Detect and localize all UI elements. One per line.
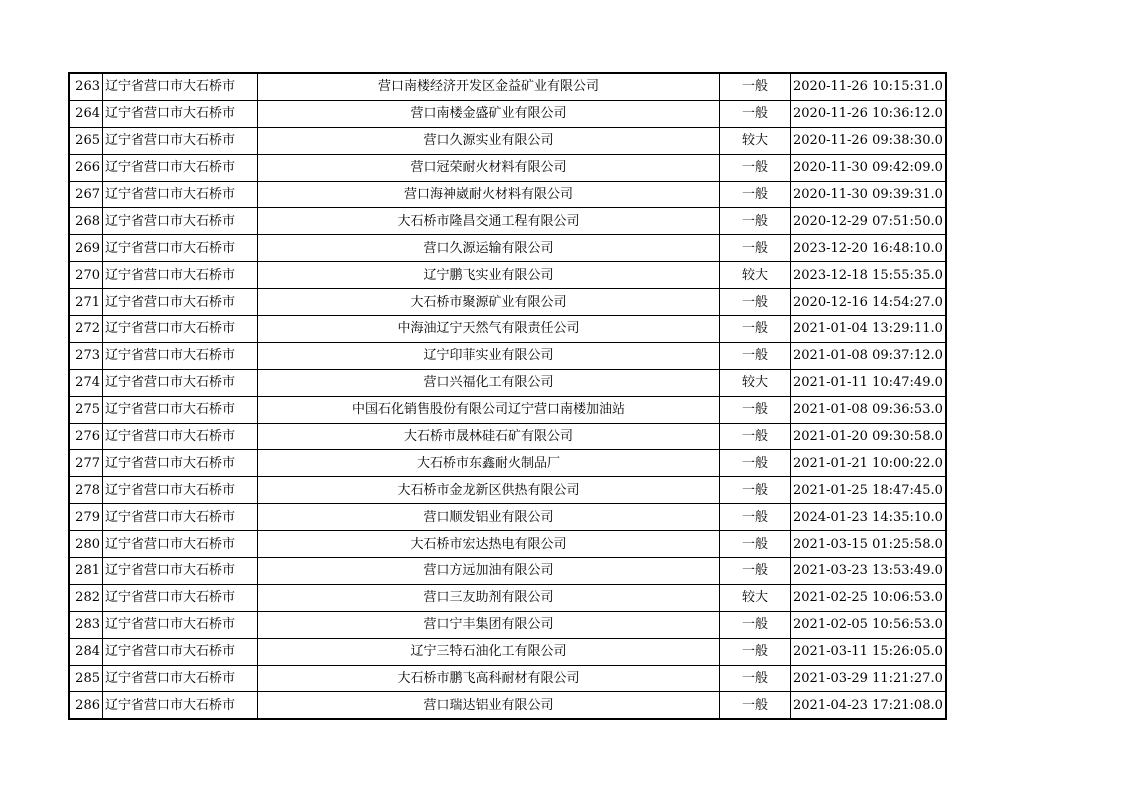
table-row	[69, 73, 946, 100]
region-cell: 辽宁省营口市大石桥市	[103, 611, 258, 638]
row-number: 271	[69, 289, 103, 316]
table-body	[69, 73, 946, 719]
table-row	[69, 665, 946, 692]
row-number: 270	[69, 262, 103, 289]
risk-level-cell: 一般	[720, 342, 791, 369]
risk-level-cell: 较大	[720, 584, 791, 611]
company-name-cell: 辽宁三特石油化工有限公司	[258, 638, 720, 665]
row-number: 283	[69, 611, 103, 638]
region-cell: 辽宁省营口市大石桥市	[103, 423, 258, 450]
row-number: 281	[69, 558, 103, 585]
company-name-cell: 营口三友助剂有限公司	[258, 584, 720, 611]
region-cell: 辽宁省营口市大石桥市	[103, 450, 258, 477]
timestamp-cell: 2021-04-23 17:21:08.0	[791, 692, 946, 719]
region-cell: 辽宁省营口市大石桥市	[103, 665, 258, 692]
region-cell: 辽宁省营口市大石桥市	[103, 289, 258, 316]
region-cell: 辽宁省营口市大石桥市	[103, 181, 258, 208]
risk-level-cell: 一般	[720, 531, 791, 558]
row-number: 265	[69, 127, 103, 154]
row-number: 285	[69, 665, 103, 692]
row-number: 264	[69, 100, 103, 127]
row-number: 269	[69, 235, 103, 262]
company-name-cell: 营口宁丰集团有限公司	[258, 611, 720, 638]
row-number: 263	[69, 73, 103, 100]
table-row	[69, 289, 946, 316]
company-name-cell: 大石桥市隆昌交通工程有限公司	[258, 208, 720, 235]
company-name-cell: 大石桥市金龙新区供热有限公司	[258, 477, 720, 504]
timestamp-cell: 2020-12-16 14:54:27.0	[791, 289, 946, 316]
timestamp-cell: 2021-01-08 09:37:12.0	[791, 342, 946, 369]
table-row	[69, 638, 946, 665]
company-name-cell: 辽宁鹏飞实业有限公司	[258, 262, 720, 289]
risk-level-cell: 一般	[720, 611, 791, 638]
timestamp-cell: 2020-11-26 10:15:31.0	[791, 73, 946, 100]
table-row	[69, 342, 946, 369]
timestamp-cell: 2021-03-29 11:21:27.0	[791, 665, 946, 692]
table-row	[69, 369, 946, 396]
risk-level-cell: 一般	[720, 396, 791, 423]
row-number: 282	[69, 584, 103, 611]
company-name-cell: 营口冠荣耐火材料有限公司	[258, 154, 720, 181]
region-cell: 辽宁省营口市大石桥市	[103, 477, 258, 504]
timestamp-cell: 2020-11-26 09:38:30.0	[791, 127, 946, 154]
timestamp-cell: 2021-01-08 09:36:53.0	[791, 396, 946, 423]
region-cell: 辽宁省营口市大石桥市	[103, 154, 258, 181]
region-cell: 辽宁省营口市大石桥市	[103, 262, 258, 289]
company-name-cell: 大石桥市鹏飞高科耐材有限公司	[258, 665, 720, 692]
risk-level-cell: 一般	[720, 73, 791, 100]
timestamp-cell: 2021-03-15 01:25:58.0	[791, 531, 946, 558]
company-name-cell: 营口南楼金盛矿业有限公司	[258, 100, 720, 127]
row-number: 274	[69, 369, 103, 396]
risk-level-cell: 较大	[720, 369, 791, 396]
table-row	[69, 558, 946, 585]
table-row	[69, 154, 946, 181]
table-row	[69, 100, 946, 127]
risk-level-cell: 较大	[720, 127, 791, 154]
risk-level-cell: 一般	[720, 181, 791, 208]
timestamp-cell: 2020-11-30 09:42:09.0	[791, 154, 946, 181]
company-name-cell: 营口久源运输有限公司	[258, 235, 720, 262]
risk-level-cell: 一般	[720, 316, 791, 343]
timestamp-cell: 2021-01-25 18:47:45.0	[791, 477, 946, 504]
region-cell: 辽宁省营口市大石桥市	[103, 127, 258, 154]
region-cell: 辽宁省营口市大石桥市	[103, 504, 258, 531]
timestamp-cell: 2021-01-04 13:29:11.0	[791, 316, 946, 343]
risk-level-cell: 一般	[720, 100, 791, 127]
row-number: 278	[69, 477, 103, 504]
company-name-cell: 大石桥市东鑫耐火制品厂	[258, 450, 720, 477]
timestamp-cell: 2024-01-23 14:35:10.0	[791, 504, 946, 531]
region-cell: 辽宁省营口市大石桥市	[103, 316, 258, 343]
region-cell: 辽宁省营口市大石桥市	[103, 584, 258, 611]
row-number: 284	[69, 638, 103, 665]
timestamp-cell: 2020-11-26 10:36:12.0	[791, 100, 946, 127]
company-name-cell: 营口顺发铝业有限公司	[258, 504, 720, 531]
risk-level-cell: 一般	[720, 154, 791, 181]
risk-level-cell: 一般	[720, 638, 791, 665]
timestamp-cell: 2020-11-30 09:39:31.0	[791, 181, 946, 208]
row-number: 273	[69, 342, 103, 369]
table-row	[69, 504, 946, 531]
region-cell: 辽宁省营口市大石桥市	[103, 558, 258, 585]
table-row	[69, 450, 946, 477]
timestamp-cell: 2021-01-20 09:30:58.0	[791, 423, 946, 450]
table-row	[69, 423, 946, 450]
table-row	[69, 477, 946, 504]
risk-level-cell: 一般	[720, 235, 791, 262]
risk-level-cell: 较大	[720, 262, 791, 289]
timestamp-cell: 2023-12-18 15:55:35.0	[791, 262, 946, 289]
row-number: 276	[69, 423, 103, 450]
region-cell: 辽宁省营口市大石桥市	[103, 638, 258, 665]
region-cell: 辽宁省营口市大石桥市	[103, 396, 258, 423]
region-cell: 辽宁省营口市大石桥市	[103, 342, 258, 369]
row-number: 277	[69, 450, 103, 477]
row-number: 286	[69, 692, 103, 719]
table-row	[69, 316, 946, 343]
risk-level-cell: 一般	[720, 208, 791, 235]
timestamp-cell: 2021-01-11 10:47:49.0	[791, 369, 946, 396]
risk-level-cell: 一般	[720, 692, 791, 719]
table-row	[69, 208, 946, 235]
row-number: 272	[69, 316, 103, 343]
company-name-cell: 大石桥市宏达热电有限公司	[258, 531, 720, 558]
company-name-cell: 辽宁印菲实业有限公司	[258, 342, 720, 369]
table-row	[69, 127, 946, 154]
company-name-cell: 营口南楼经济开发区金益矿业有限公司	[258, 73, 720, 100]
table-row	[69, 584, 946, 611]
table-row	[69, 692, 946, 719]
risk-level-cell: 一般	[720, 665, 791, 692]
timestamp-cell: 2020-12-29 07:51:50.0	[791, 208, 946, 235]
row-number: 268	[69, 208, 103, 235]
company-name-cell: 大石桥市晟林硅石矿有限公司	[258, 423, 720, 450]
company-name-cell: 中国石化销售股份有限公司辽宁营口南楼加油站	[258, 396, 720, 423]
table-row	[69, 181, 946, 208]
region-cell: 辽宁省营口市大石桥市	[103, 692, 258, 719]
risk-level-cell: 一般	[720, 477, 791, 504]
table-row	[69, 396, 946, 423]
row-number: 266	[69, 154, 103, 181]
timestamp-cell: 2021-02-25 10:06:53.0	[791, 584, 946, 611]
row-number: 267	[69, 181, 103, 208]
table-row	[69, 235, 946, 262]
risk-level-cell: 一般	[720, 289, 791, 316]
company-name-cell: 大石桥市聚源矿业有限公司	[258, 289, 720, 316]
row-number: 280	[69, 531, 103, 558]
company-name-cell: 中海油辽宁天然气有限责任公司	[258, 316, 720, 343]
table-row	[69, 262, 946, 289]
row-number: 275	[69, 396, 103, 423]
company-name-cell: 营口久源实业有限公司	[258, 127, 720, 154]
risk-level-cell: 一般	[720, 423, 791, 450]
region-cell: 辽宁省营口市大石桥市	[103, 369, 258, 396]
risk-level-cell: 一般	[720, 504, 791, 531]
timestamp-cell: 2021-03-23 13:53:49.0	[791, 558, 946, 585]
region-cell: 辽宁省营口市大石桥市	[103, 531, 258, 558]
company-name-cell: 营口瑞达铝业有限公司	[258, 692, 720, 719]
company-name-cell: 营口海神崴耐火材料有限公司	[258, 181, 720, 208]
timestamp-cell: 2021-01-21 10:00:22.0	[791, 450, 946, 477]
table-row	[69, 531, 946, 558]
row-number: 279	[69, 504, 103, 531]
timestamp-cell: 2021-02-05 10:56:53.0	[791, 611, 946, 638]
risk-level-cell: 一般	[720, 450, 791, 477]
company-name-cell: 营口方远加油有限公司	[258, 558, 720, 585]
region-cell: 辽宁省营口市大石桥市	[103, 100, 258, 127]
region-cell: 辽宁省营口市大石桥市	[103, 208, 258, 235]
enterprise-table	[68, 72, 947, 720]
company-name-cell: 营口兴福化工有限公司	[258, 369, 720, 396]
timestamp-cell: 2023-12-20 16:48:10.0	[791, 235, 946, 262]
region-cell: 辽宁省营口市大石桥市	[103, 73, 258, 100]
timestamp-cell: 2021-03-11 15:26:05.0	[791, 638, 946, 665]
region-cell: 辽宁省营口市大石桥市	[103, 235, 258, 262]
table-row	[69, 611, 946, 638]
risk-level-cell: 一般	[720, 558, 791, 585]
